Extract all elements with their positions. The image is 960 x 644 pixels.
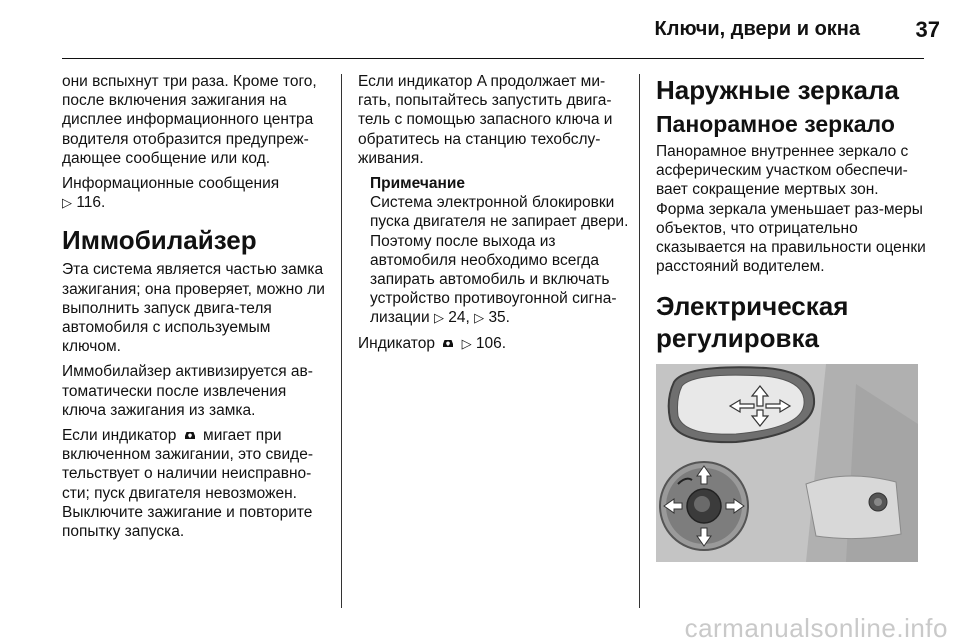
column-1	[62, 72, 332, 547]
page-number: 37	[915, 17, 940, 42]
subsection-heading: Панорамное зеркало	[656, 111, 895, 137]
paragraph: они вспыхнут три раза. Кроме того, после включения зажигания на дисплее информационного центра водителя отобразится предупреж-дающее сообщение или код.	[62, 73, 317, 167]
paragraph: Эта система является частью замка зажигания; она проверяет, можно ли выполнить запуск двига-теля автомобиля с используемым ключом.	[62, 261, 325, 356]
section-heading: Наружные зеркала	[656, 75, 899, 105]
note-body: Система электронной блокировки пуска двигателя не запирает двери. Поэтому после выхода из автомобиля необходимо всегда запирать автомобиль и включать устройство противоугонной сигна-лизации	[370, 194, 629, 327]
paragraph	[62, 426, 332, 541]
paragraph: Если индикатор A продолжает ми-гать, попытайтесь запустить двига-тель с помощью запасного ключа и обратитесь на станцию техобслу-живания.	[358, 73, 613, 167]
note-box	[358, 174, 630, 328]
column-divider-2	[639, 74, 640, 608]
page-reference-link[interactable]: 24,	[448, 309, 470, 327]
section-heading: Иммобилайзер	[62, 225, 257, 256]
note-text	[370, 193, 630, 327]
car-key-icon	[441, 337, 455, 349]
paragraph-reference	[62, 174, 332, 212]
reference-arrow-icon: ▷	[461, 335, 472, 351]
page-reference-link[interactable]: 35.	[488, 309, 510, 327]
column-2	[358, 72, 630, 359]
column-divider-1	[341, 74, 342, 608]
paragraph-text: мигает при включенном зажигании, это свиде-тельствует о наличии неисправно-сти; пуск двигателя невозможен. Выключите зажигание и повторите попытку запуска.	[62, 427, 313, 541]
paragraph: Панорамное внутреннее зеркало с асферическим участком обеспечи-вает сокращение мертвых зон. Форма зеркала уменьшает раз-меры объектов, что отрицательно сказывается на правильности оценки расстояний водителем.	[656, 143, 926, 276]
page-reference-link[interactable]: 106.	[475, 334, 507, 352]
reference-text: Информационные сообщения	[62, 175, 280, 193]
paragraph-text: Если индикатор	[62, 427, 177, 445]
reference-arrow-icon: ▷	[433, 310, 444, 326]
reference-arrow-icon: ▷	[62, 195, 72, 211]
paragraph	[358, 334, 630, 353]
header-rule	[62, 58, 924, 59]
watermark: carmanualsonline.info	[684, 613, 948, 643]
mirror-adjustment-illustration	[656, 364, 918, 562]
subsection-heading: Электрическая регулировка	[656, 291, 849, 354]
paragraph-text: Индикатор	[358, 334, 435, 352]
car-key-icon	[183, 429, 197, 441]
page-reference-link[interactable]: 116.	[76, 194, 106, 212]
header-title: Ключи, двери и окна	[654, 18, 860, 40]
column-3	[656, 72, 926, 358]
note-title: Примечание	[370, 175, 465, 193]
paragraph: Иммобилайзер активизируется ав-томатически после извлечения ключа зажигания из замка.	[62, 363, 313, 419]
reference-arrow-icon: ▷	[474, 310, 485, 326]
